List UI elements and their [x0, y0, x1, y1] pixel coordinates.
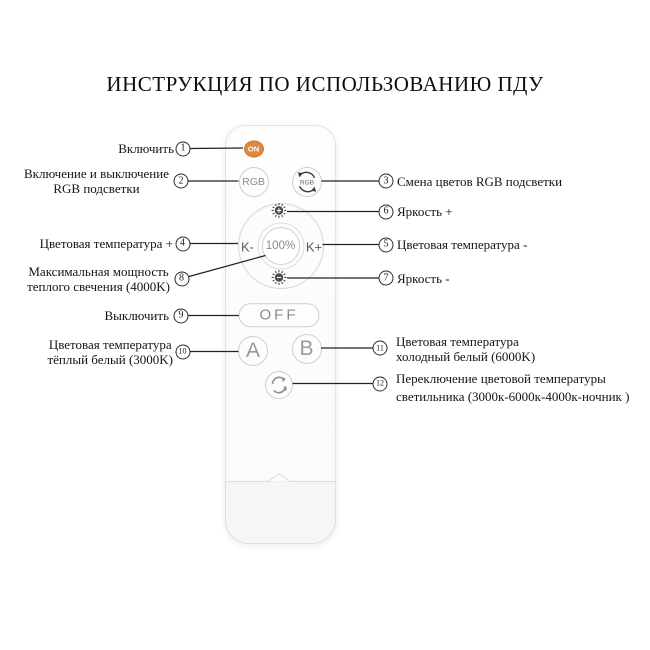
callout-badge-8: 8	[174, 271, 189, 286]
callout-badge-2: 2	[174, 174, 189, 189]
callout-badge-5: 5	[379, 237, 394, 252]
b-button: B	[292, 334, 322, 364]
callout-badge-4: 4	[175, 236, 190, 251]
callout-label-7: Яркость -	[397, 270, 450, 286]
a-button: A	[238, 336, 268, 366]
svg-text:RGB: RGB	[299, 179, 314, 187]
brightness-plus-button	[271, 203, 287, 224]
callout-label-2: Включение и выключение RGB подсветки	[23, 166, 169, 196]
page-title: ИНСТРУКЦИЯ ПО ИСПОЛЬЗОВАНИЮ ПДУ	[106, 72, 544, 96]
on-button-label: ON	[247, 144, 260, 154]
callout-badge-10: 10	[175, 344, 190, 359]
rgb-button-label: RGB	[242, 176, 265, 188]
off-button	[239, 303, 320, 327]
rgb-cycle-button	[292, 167, 322, 197]
callout-label-12: Переключение цветовой температуры светильника (3000к-6000к-4000к-ночник )	[396, 371, 630, 404]
sun-plus-icon	[271, 203, 287, 219]
callout-badge-3: 3	[379, 174, 394, 189]
brightness-minus-button	[271, 269, 287, 290]
callout-label-6: Яркость +	[397, 204, 453, 219]
rgb-button	[239, 167, 269, 197]
on-button	[244, 141, 264, 158]
k-minus-button: K-	[241, 239, 254, 254]
k-plus-button: K+	[305, 239, 323, 254]
temperature-cycle-button	[265, 371, 293, 399]
battery-cover-notch	[268, 473, 290, 482]
sun-minus-icon	[271, 269, 287, 285]
callout-label-5: Цветовая температура -	[397, 237, 528, 252]
callout-badge-6: 6	[379, 204, 394, 219]
battery-cover	[225, 481, 336, 544]
callout-label-11: Цветовая температура холодный белый (6000K)	[396, 333, 536, 364]
rgb-cycle-icon	[293, 167, 321, 197]
callout-badge-1: 1	[176, 141, 191, 156]
callout-label-9: Выключить	[104, 308, 169, 323]
callout-badge-11: 11	[373, 341, 388, 356]
full-power-button	[262, 227, 300, 265]
full-power-label: 100%	[265, 240, 296, 252]
cycle-arrows-icon	[269, 375, 289, 395]
callout-label-3: Смена цветов RGB подсветки	[397, 173, 563, 189]
callout-badge-9: 9	[174, 308, 189, 323]
callout-badge-12: 12	[373, 376, 388, 391]
callout-label-1: Включить	[118, 141, 174, 156]
off-button-label: OFF	[259, 306, 299, 324]
callout-label-10: Цветовая температура тёплый белый (3000K)	[47, 337, 173, 367]
callout-badge-7: 7	[379, 271, 394, 286]
callout-label-8: Максимальная мощность теплого свечения (4000K)	[27, 263, 170, 294]
callout-label-4: Цветовая температура +	[39, 236, 173, 251]
remote-body	[225, 125, 336, 544]
